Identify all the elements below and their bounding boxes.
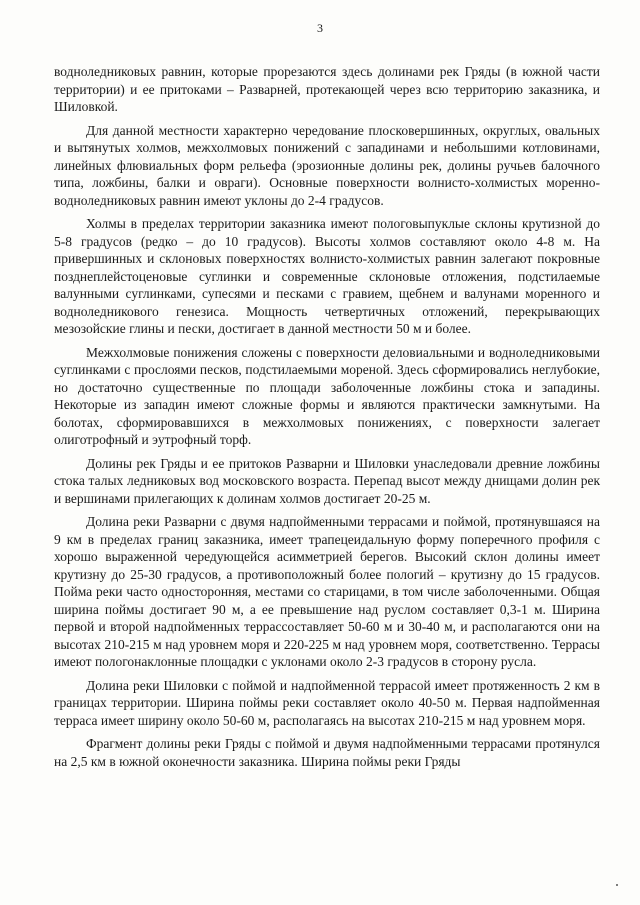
- paragraph: Долина реки Шиловки с поймой и надпойменной террасой имеет протяженность 2 км в границах территории. Ширина поймы реки составляет около 40-50 м. Первая надпойменная терраса имеет ширину около 50-60 м, располагаясь на высотах 210-215 м над уровнем моря.: [54, 677, 600, 728]
- page-number: 3: [317, 21, 323, 35]
- paragraph: Фрагмент долины реки Гряды с поймой и двумя надпойменными террасами протянулся на 2,5 км в южной оконечности заказника. Ширина поймы реки Гряды: [54, 736, 600, 769]
- paragraph: Для данной местности характерно чередование плосковершинных, округлых, овальных и вытянутых холмов, межхолмовых понижений с западинами и небольшими котловинами, линейных флювиальных форм рельефа (эрозионные долины рек, долины ручьев балочного типа, ложбины, балки и овраги). Основные поверхности волнисто-холмистых моренно-водноледниковых равнин имеют уклоны до 2-4 градусов.: [54, 122, 600, 208]
- paragraph: Межхолмовые понижения сложены с поверхности деловиальными и водноледниковыми суглинками с прослоями песков, подстилаемыми мореной. Здесь сформировались неглубокие, но достаточно существенные по площади заболоченные ложбины стока и западины. Некоторые из западин имеют сложные формы и являются практически замкнутыми. На болотах, сформировавшихся в межхолмовых понижениях, с поверхности залегает олиготрофный и эутрофный торф.: [54, 344, 600, 447]
- body-text: [54, 63, 600, 776]
- paragraph: Долины рек Гряды и ее притоков Разварни и Шиловки унаследовали древние ложбины стока талых ледниковых вод московского возраста. Перепад высот между днищами долин рек и вершинами прилегающих к долинам холмов достигает 20-25 м.: [54, 455, 600, 506]
- scan-speck: [616, 884, 618, 886]
- paragraph: водноледниковых равнин, которые прорезаются здесь долинами рек Гряды (в южной части территории) и ее притоками – Разварней, протекающей через всю территорию заказника, и Шиловкой.: [54, 64, 600, 114]
- paragraph: Холмы в пределах территории заказника имеют пологовыпуклые склоны крутизной до 5-8 градусов (редко – до 10 градусов). Высоты холмов составляют около 4-8 м. На привершинных и склоновых поверхностях волнисто-холмистых равнин залегают покровные позднеплейстоценовые суглинки и современные склоновые отложения, подстилаемые валунными суглинками, супесями и песками с гравием, щебнем и валунами моренного и водноледникового генезиса. Мощность четвертичных отложений, перекрывающих мезозойские глины и пески, достигает в данной местности 50 м и более.: [54, 216, 600, 336]
- paragraph: Долина реки Разварни с двумя надпойменными террасами и поймой, протянувшаяся на 9 км в пределах границ заказника, имеет трапецеидальную форму поперечного профиля с хорошо выраженной чередующейся асимметрией берегов. Высокий склон долины имеет крутизну до 25-30 градусов, а противоположный более пологий – крутизну до 15 градусов. Пойма реки часто односторонняя, местами со старицами, в том числе заболоченными. Общая ширина поймы достигает 90 м, а ее превышение над руслом составляет 0,3-1 м. Ширина первой и второй надпойменных террассоставляет 50-60 м и 30-40 м, и располагаются они на высотах 210-215 м над уровнем моря и 220-225 м над уровнем моря, соответственно. Террасы имеют пологонаклонные площадки с уклонами около 2-3 градусов в сторону русла.: [54, 514, 600, 669]
